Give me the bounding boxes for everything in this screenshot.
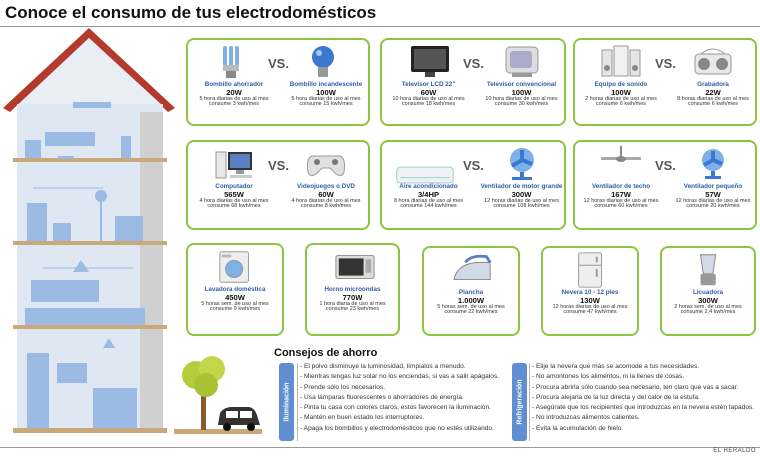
vs-label: VS. xyxy=(268,56,289,71)
ceiling-fan-icon xyxy=(601,146,641,182)
refrigerator-icon xyxy=(571,252,613,288)
appliance-consumption: consume 2,4 kwh/mes xyxy=(680,309,736,316)
computer-icon xyxy=(214,146,254,182)
appliance-info xyxy=(426,290,516,316)
appliance-usage: 8 horas diarias de uso al mes xyxy=(677,95,749,102)
illumination-tips-list xyxy=(300,362,515,434)
appliance-consumption: consume 15 kwh/mes xyxy=(299,101,353,108)
appliance-consumption: consume 18 kwh/mes xyxy=(401,101,456,108)
comparison-card xyxy=(573,140,757,230)
stereo-icon xyxy=(601,44,641,80)
appliance-consumption: consume 20 kwh/mes xyxy=(686,203,740,210)
appliance-wattage: 770W xyxy=(342,292,363,302)
floor-fan-icon xyxy=(502,146,542,182)
appliance-wattage: 565W xyxy=(224,189,244,199)
refrigeration-tab-label: Refrigeración xyxy=(516,379,523,425)
washing-machine-icon xyxy=(216,249,258,285)
appliance-wattage: 130W xyxy=(580,295,600,305)
appliance-name: Bombillo ahorrador xyxy=(204,81,264,88)
appliance-info xyxy=(669,82,757,108)
cfl-bulb-icon xyxy=(214,44,254,80)
appliance-info xyxy=(664,290,752,316)
vs-label: VS. xyxy=(268,158,289,173)
appliance-info xyxy=(190,82,278,108)
appliance-wattage: 20W xyxy=(226,87,242,97)
refrigeration-tip: - Procura alejarla de la luz directa y del calor de la estufa. xyxy=(532,393,760,403)
page-title: Conoce el consumo de tus electrodomésticos xyxy=(5,3,377,22)
comparison-card xyxy=(186,140,370,230)
appliance-wattage: 300W xyxy=(511,189,532,199)
appliance-consumption: consume 6 kwh/mes xyxy=(595,101,647,108)
lcd-tv-icon xyxy=(409,44,449,80)
appliance-consumption: consume 22 kwh/mes xyxy=(444,309,498,316)
gamepad-icon xyxy=(306,146,346,182)
appliance-name: Horno microondas xyxy=(324,286,381,293)
refrigeration-tip: - Evita la acumulación de hielo. xyxy=(532,424,760,434)
credit-label: EL HERALDO xyxy=(713,448,756,454)
appliance-name: Nevera 10 - 12 pies xyxy=(561,289,619,296)
appliance-name: Computador xyxy=(215,183,253,190)
vs-label: VS. xyxy=(463,158,484,173)
appliance-info xyxy=(669,184,757,210)
title-divider xyxy=(0,26,760,27)
appliance-info xyxy=(384,82,473,108)
appliance-wattage: 3/4HP xyxy=(417,189,440,199)
appliance-wattage: 100W xyxy=(511,87,532,97)
appliance-consumption: consume 3 kwh/mes xyxy=(208,101,260,108)
appliance-wattage: 100W xyxy=(316,87,336,97)
appliance-usage: 12 horas diarias de uso al mes xyxy=(484,197,559,204)
appliance-wattage: 1.000W xyxy=(457,295,485,305)
appliance-wattage: 167W xyxy=(611,189,631,199)
appliance-info xyxy=(545,290,635,316)
appliance-consumption: consume 47 kwh/mes xyxy=(563,309,617,316)
refrigeration-tab xyxy=(512,363,527,441)
vs-label: VS. xyxy=(655,158,676,173)
appliance-name: Equipo de sonido xyxy=(594,81,648,88)
appliance-consumption: consume 23 kwh/mes xyxy=(325,306,380,313)
appliance-info xyxy=(577,184,665,210)
tips-title: Consejos de ahorro xyxy=(274,347,378,359)
crt-tv-icon xyxy=(502,44,542,80)
comparison-card xyxy=(380,140,566,230)
illumination-tab-label: Iluminación xyxy=(283,382,290,422)
appliance-card xyxy=(305,243,400,336)
comparison-card xyxy=(186,38,370,126)
appliance-name: Bombillo incandescente xyxy=(289,81,363,88)
illumination-tab xyxy=(279,363,294,441)
illumination-tip: - Mantén en buen estado los interruptores. xyxy=(300,413,515,423)
illumination-tip: - Pinta tu casa con colores claros, estos favorecen la iluminación. xyxy=(300,403,515,413)
appliance-wattage: 60W xyxy=(420,87,437,97)
microwave-icon xyxy=(334,249,376,285)
appliance-name: Ventilador pequeño xyxy=(683,183,743,190)
appliance-consumption: consume 60 kwh/mes xyxy=(594,203,648,210)
appliance-info xyxy=(282,82,370,108)
appliance-info xyxy=(190,287,280,313)
refrigeration-tip: - Elije la nevera que más se acomode a tus necesidades. xyxy=(532,362,760,372)
appliance-consumption: consume 30 kwh/mes xyxy=(494,101,549,108)
appliance-name: Aire acondicionado xyxy=(399,183,458,190)
appliance-info xyxy=(282,184,370,210)
appliance-info xyxy=(309,287,396,313)
appliance-wattage: 57W xyxy=(705,189,721,199)
refrigeration-tips-list xyxy=(532,362,760,434)
appliance-name: Grabadora xyxy=(697,81,729,88)
house-illustration xyxy=(3,28,175,442)
illumination-tip: - El polvo disminuye la luminosidad, límpialos a menudo. xyxy=(300,362,515,372)
refrigeration-tip: - Procura abrirla sólo cuando sea necesario, ten claro que vas a sacar. xyxy=(532,383,760,393)
refrigeration-tip: - No amontones los alimentos, ni la llenes de cosas. xyxy=(532,372,760,382)
appliance-usage: 2 horas diarias de uso al mes xyxy=(585,95,657,102)
appliance-info xyxy=(190,184,278,210)
comparison-card xyxy=(380,38,566,126)
appliance-consumption: consume 68 kwh/mes xyxy=(207,203,261,210)
appliance-name: Lavadora doméstica xyxy=(204,286,266,293)
appliance-usage: 1 hora diaria de uso al mes xyxy=(319,300,386,307)
illumination-tip: - Mientras tengas luz solar no los enciendas, si vas a salir apágalos. xyxy=(300,372,515,382)
appliance-wattage: 60W xyxy=(318,189,334,199)
appliance-consumption: consume 6 kwh/mes xyxy=(687,101,739,108)
appliance-name: Televisor convencional xyxy=(486,81,557,88)
car-icon xyxy=(218,407,260,425)
refrigeration-tip: - No introduzcas alimentos calientes. xyxy=(532,413,760,423)
illumination-tip: - Apaga los bombillos y electrodomésticos que no estés utilizando. xyxy=(300,424,515,434)
vs-label: VS. xyxy=(655,56,676,71)
illumination-tip: - Prende sólo los necesarios. xyxy=(300,383,515,393)
appliance-card xyxy=(541,246,639,336)
appliance-usage: 2 horas sem. de uso al mes xyxy=(674,303,742,310)
illumination-divider xyxy=(297,363,298,441)
appliance-usage: 12 horas diarias de uso al mes xyxy=(675,197,751,204)
appliance-name: Televisor LCD 22" xyxy=(401,81,456,88)
appliance-wattage: 300W xyxy=(698,295,718,305)
appliance-usage: 10 hora diarias de uso al mes xyxy=(485,95,558,102)
appliance-name: Plancha xyxy=(458,289,484,296)
appliance-name: Ventilador de techo xyxy=(591,183,651,190)
appliance-usage: 12 horas diarias de uso al mes xyxy=(552,303,628,310)
appliance-wattage: 100W xyxy=(611,87,631,97)
appliance-usage: 5 horas sem. de uso al mes xyxy=(437,303,505,310)
appliance-consumption: consume 108 kwh/mes xyxy=(493,203,550,210)
appliance-wattage: 450W xyxy=(225,292,245,302)
appliance-usage: 4 hora diarias de uso al mes xyxy=(291,197,361,204)
appliance-card xyxy=(660,246,756,336)
appliance-name: Licuadora xyxy=(692,289,724,296)
vs-label: VS. xyxy=(463,56,484,71)
comparison-card xyxy=(573,38,757,126)
refrigeration-tip: - Asegúrate que los recipientes que introduzcas en la nevera estén tapados. xyxy=(532,403,760,413)
appliance-card xyxy=(422,246,520,336)
appliance-usage: 4 hora diarias de uso al mes xyxy=(199,197,269,204)
appliance-info xyxy=(477,184,566,210)
appliance-info xyxy=(577,82,665,108)
appliance-usage: 5 hora diarias de uso al mes xyxy=(291,95,361,102)
illumination-tip: - Usa lámparas fluorescentes o ahorradores de energía. xyxy=(300,393,515,403)
radio-recorder-icon xyxy=(693,44,733,80)
appliance-info xyxy=(477,82,566,108)
blender-icon xyxy=(689,252,731,288)
appliance-info xyxy=(384,184,473,210)
appliance-consumption: consume 144 kwh/mes xyxy=(400,203,457,210)
small-fan-icon xyxy=(693,146,733,182)
appliance-usage: 10 hora diarias de uso al mes xyxy=(392,95,465,102)
appliance-usage: 5 hora diarias de uso al mes xyxy=(199,95,269,102)
appliance-name: Ventilador de motor grande xyxy=(480,183,563,190)
appliance-usage: 12 horas diarias de uso al mes xyxy=(583,197,659,204)
appliance-usage: 8 hora diarias de uso al mes xyxy=(393,197,464,204)
appliance-consumption: consume 8 kwh/mes xyxy=(300,203,352,210)
bottom-divider xyxy=(0,447,760,448)
appliance-card xyxy=(186,243,284,336)
tree-and-car-illustration xyxy=(172,345,262,435)
appliance-wattage: 22W xyxy=(705,87,721,97)
iron-icon xyxy=(452,252,494,288)
refrigeration-divider xyxy=(529,363,530,441)
appliance-name: Videojuegos o DVD xyxy=(297,183,355,190)
incandescent-bulb-icon xyxy=(306,44,346,80)
appliance-usage: 5 horas sem. de uso al mes xyxy=(201,300,269,307)
appliance-consumption: consume 9 kwh/mes xyxy=(209,306,261,313)
